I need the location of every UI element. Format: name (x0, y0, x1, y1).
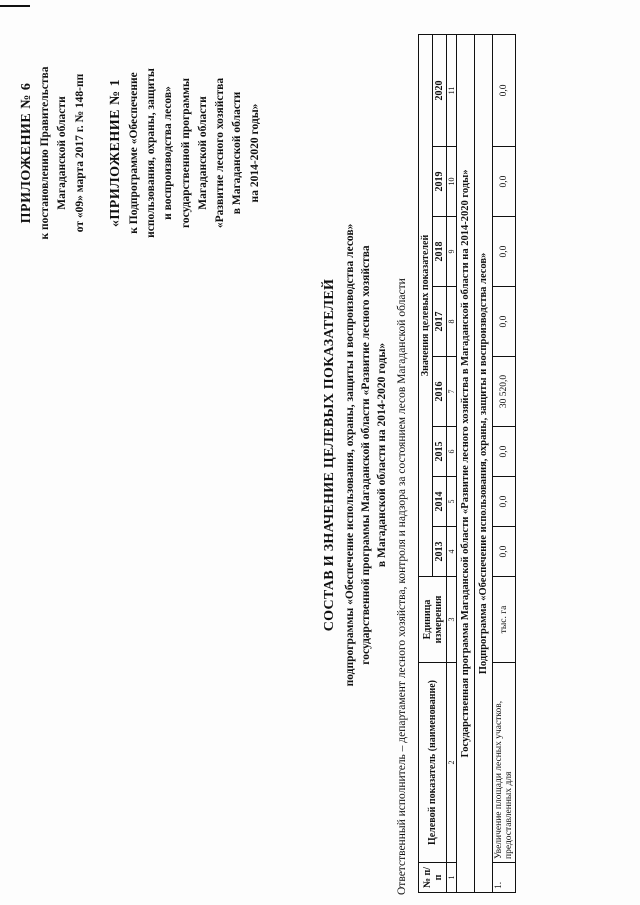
column-number: 5 (447, 477, 457, 527)
subtitle-line: государственной программы Магаданской области «Развитие лесного хозяйства (360, 245, 373, 665)
header-year: 2018 (433, 217, 447, 287)
appendix-prev-heading: «ПРИЛОЖЕНИЕ № 1 (107, 78, 123, 228)
appendix-prev-line: использования, охраны, защиты (145, 68, 157, 238)
header-year: 2020 (433, 34, 447, 146)
header-year: 2015 (433, 427, 447, 477)
header-year: 2019 (433, 147, 447, 217)
column-number: 8 (447, 287, 457, 357)
row-value: 0,0 (493, 427, 516, 477)
column-number: 3 (447, 577, 457, 663)
appendix-block (16, 53, 264, 253)
column-number: 4 (447, 527, 457, 577)
subtitle-line: подпрограммы «Обеспечение использования, охраны, защиты и воспроизводства лесов» (344, 223, 356, 687)
header-year: 2014 (433, 477, 447, 527)
column-number: 10 (447, 147, 457, 217)
indicators-table (418, 34, 516, 893)
row-value: 30 520,0 (493, 357, 516, 427)
subtitle-line: в Магаданской области на 2014-2020 годы» (376, 342, 389, 568)
appendix-prev-line: в Магаданской области (231, 91, 244, 215)
header-year: 2013 (433, 527, 447, 577)
appendix-prev-line: на 2014-2020 годы» (248, 103, 261, 203)
row-indicator: Увеличение площади лесных участков, предоставленных для (493, 663, 516, 863)
appendix-prev-line: и воспроизводства лесов» (162, 86, 175, 220)
row-value: 0,0 (493, 147, 516, 217)
column-number: 1 (447, 863, 457, 893)
row-value: 0,0 (493, 477, 516, 527)
responsible-executor: Ответственный исполнитель – департамент лесного хозяйства, контроля и надзора за состоянием лесов Магаданской области (396, 278, 408, 895)
row-num: 1. (493, 863, 516, 893)
document-subtitle (342, 115, 390, 795)
header-unit: Единица измерения (419, 577, 447, 663)
section-program: Государственная программа Магаданской области «Развитие лесного хозяйства в Магаданской области на 2014-2020 годы» (457, 34, 475, 892)
column-number: 2 (447, 663, 457, 863)
header-num: № п/п (419, 863, 447, 893)
header-year: 2016 (433, 357, 447, 427)
appendix-prev-line: «Развитие лесного хозяйства (214, 77, 226, 229)
document-title: СОСТАВ И ЗНАЧЕНИЕ ЦЕЛЕВЫХ ПОКАЗАТЕЛЕЙ (322, 278, 337, 632)
appendix-line: к постановлению Правительства (39, 66, 51, 240)
appendix-prev-line: к Подпрограмме «Обеспечение (127, 72, 140, 234)
row-value: 0,0 (493, 527, 516, 577)
header-values: Значения целевых показателей (419, 34, 433, 576)
row-value: 0,0 (493, 287, 516, 357)
appendix-prev-line: государственной программы (179, 78, 192, 228)
header-year: 2017 (433, 287, 447, 357)
appendix-line: Магаданской области (56, 96, 69, 210)
section-subprogram: Подпрограмма «Обеспечение использования, охраны, защиты и воспроизводства лесов» (475, 34, 493, 892)
appendix-prev-line: Магаданской области (196, 96, 209, 210)
column-number: 7 (447, 357, 457, 427)
column-number: 6 (447, 427, 457, 477)
header-indicator: Целевой показатель (наименование) (419, 663, 447, 863)
column-number: 11 (447, 34, 457, 146)
table-row (493, 34, 516, 892)
appendix-date-line: от «09» марта 2017 г. № 148-пп (73, 73, 86, 233)
row-value: 0,0 (493, 217, 516, 287)
row-unit: тыс. га (493, 577, 516, 663)
column-number: 9 (447, 217, 457, 287)
appendix-heading: ПРИЛОЖЕНИЕ № 6 (19, 82, 34, 224)
row-value: 0,0 (493, 34, 516, 146)
